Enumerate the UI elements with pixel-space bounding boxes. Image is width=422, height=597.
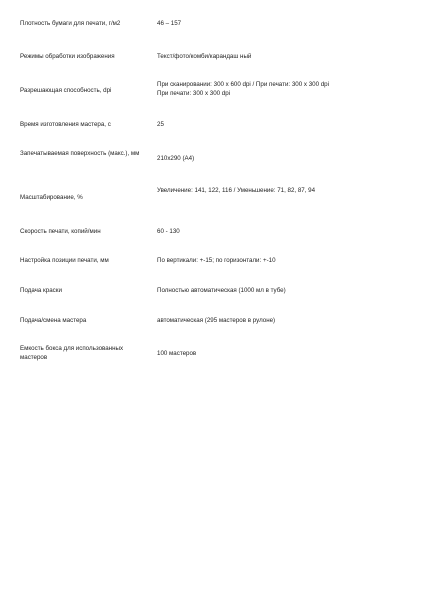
spec-value: При сканировании: 300 x 600 dpi / При печати: 300 x 300 dpi (157, 81, 329, 88)
spec-label: Масштабирование, % (20, 194, 83, 201)
spec-label: Подача краски (20, 287, 62, 294)
spec-value: 25 (157, 121, 164, 128)
spec-label: Настройка позиции печати, мм (20, 257, 109, 264)
spec-label: Режимы обработки изображения (20, 53, 115, 60)
spec-value: Текст/фото/комби/карандаш ный (157, 53, 252, 60)
spec-value: 100 мастеров (157, 350, 197, 357)
spec-label: Скорость печати, копий/мин (20, 228, 101, 235)
spec-value: 46 – 157 (157, 20, 182, 27)
spec-label: Разрешающая способность, dpi (20, 87, 112, 94)
spec-label: Подача/смена мастера (20, 317, 87, 324)
spec-label: Время изготовления мастера, с (20, 121, 111, 128)
spec-value: Полностью автоматическая (1000 мл в тубе) (157, 287, 286, 294)
spec-value: автоматическая (295 мастеров в рулоне) (157, 317, 276, 324)
spec-value: 60 - 130 (157, 228, 180, 235)
spec-value: По вертикали: +-15; по горизонтали: +-10 (157, 257, 276, 264)
spec-label: Запечатываемая поверхность (макс.), мм (20, 150, 140, 157)
spec-value-secondary: При печати: 300 x 300 dpi (157, 90, 231, 97)
spec-value: 210x290 (A4) (157, 155, 195, 162)
spec-label: Емкость бокса для использованных мастеров (20, 345, 124, 361)
spec-value: Увеличение: 141, 122, 116 / Уменьшение: 71, 82, 87, 94 (157, 187, 316, 194)
spec-label: Плотность бумаги для печати, г/м2 (20, 20, 121, 27)
